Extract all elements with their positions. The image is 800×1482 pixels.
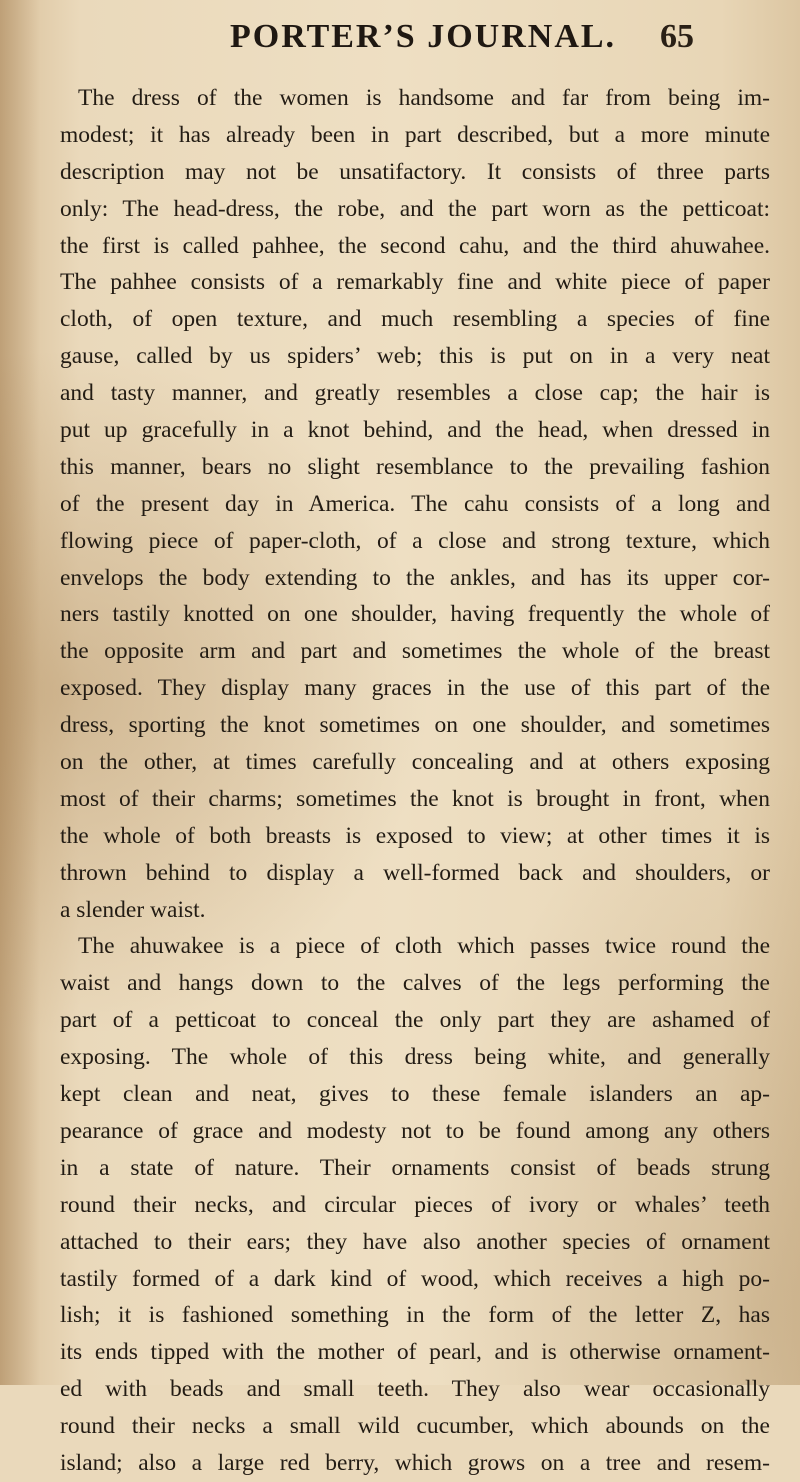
text-line: exposed. They display many graces in the use of this part of the — [60, 675, 770, 702]
text-line: cloth, of open texture, and much resembling a species of fine — [60, 306, 770, 333]
text-line: the opposite arm and part and sometimes the whole of the breast — [60, 638, 770, 665]
text-line: attached to their ears; they have also another species of ornament — [60, 1228, 770, 1255]
text-line: lish; it is fashioned something in the form of the letter Z, has — [60, 1302, 770, 1329]
page-header — [0, 18, 800, 66]
text-line: The pahhee consists of a remarkably fine and white piece of paper — [60, 269, 770, 296]
text-line: ed with beads and small teeth. They also wear occasionally — [60, 1376, 770, 1403]
text-line: pearance of grace and modesty not to be found among any others — [60, 1117, 770, 1144]
running-title: PORTER’S JOURNAL. — [230, 18, 617, 55]
text-line: waist and hangs down to the calves of the legs performing the — [60, 970, 770, 997]
text-line: put up gracefully in a knot behind, and the head, when dressed in — [60, 417, 770, 444]
text-line: modest; it has already been in part described, but a more minute — [60, 121, 770, 148]
text-line: tastily formed of a dark kind of wood, which receives a high po- — [60, 1265, 770, 1292]
text-line: in a state of nature. Their ornaments consist of beads strung — [60, 1154, 770, 1181]
text-line: on the other, at times carefully concealing and at others exposing — [60, 749, 770, 776]
text-line: round their necks a small wild cucumber, which abounds on the — [60, 1413, 770, 1440]
text-line: dress, sporting the knot sometimes on one shoulder, and sometimes — [60, 712, 770, 739]
text-line: most of their charms; sometimes the knot is brought in front, when — [60, 785, 770, 812]
text-line: exposing. The whole of this dress being white, and generally — [60, 1044, 770, 1071]
text-line: the first is called pahhee, the second cahu, and the third ahuwahee. — [60, 232, 770, 259]
text-line: envelops the body extending to the ankles, and has its upper cor- — [60, 564, 770, 591]
text-line: of the present day in America. The cahu consists of a long and — [60, 490, 770, 517]
text-line: The ahuwakee is a piece of cloth which passes twice round the — [78, 933, 770, 960]
body-text — [60, 80, 770, 1482]
text-line: kept clean and neat, gives to these female islanders an ap- — [60, 1081, 770, 1108]
text-line: The dress of the women is handsome and far from being im- — [78, 85, 770, 111]
text-line: ners tastily knotted on one shoulder, having frequently the whole of — [60, 601, 770, 628]
text-line: thrown behind to display a well-formed back and shoulders, or — [60, 859, 770, 886]
text-line: island; also a large red berry, which grows on a tree and resem- — [60, 1449, 770, 1476]
text-line: this manner, bears no slight resemblance to the prevailing fashion — [60, 453, 770, 480]
text-line: its ends tipped with the mother of pearl, and is otherwise ornament- — [60, 1339, 770, 1366]
text-line: description may not be unsatifactory. It consists of three parts — [60, 158, 770, 185]
text-line: round their necks, and circular pieces of ivory or whales’ teeth — [60, 1191, 770, 1218]
text-line: the whole of both breasts is exposed to view; at other times it is — [60, 822, 770, 849]
text-line: a slender waist. — [60, 896, 206, 923]
page-number: 65 — [660, 18, 694, 55]
text-line: part of a petticoat to conceal the only part they are ashamed of — [60, 1007, 770, 1034]
text-line: flowing piece of paper-cloth, of a close and strong texture, which — [60, 527, 770, 554]
text-line: gause, called by us spiders’ web; this is put on in a very neat — [60, 343, 770, 370]
page-edge-shadow — [0, 0, 40, 1385]
text-line: only: The head-dress, the robe, and the part worn as the petticoat: — [60, 195, 770, 222]
text-line: and tasty manner, and greatly resembles a close cap; the hair is — [60, 380, 770, 407]
